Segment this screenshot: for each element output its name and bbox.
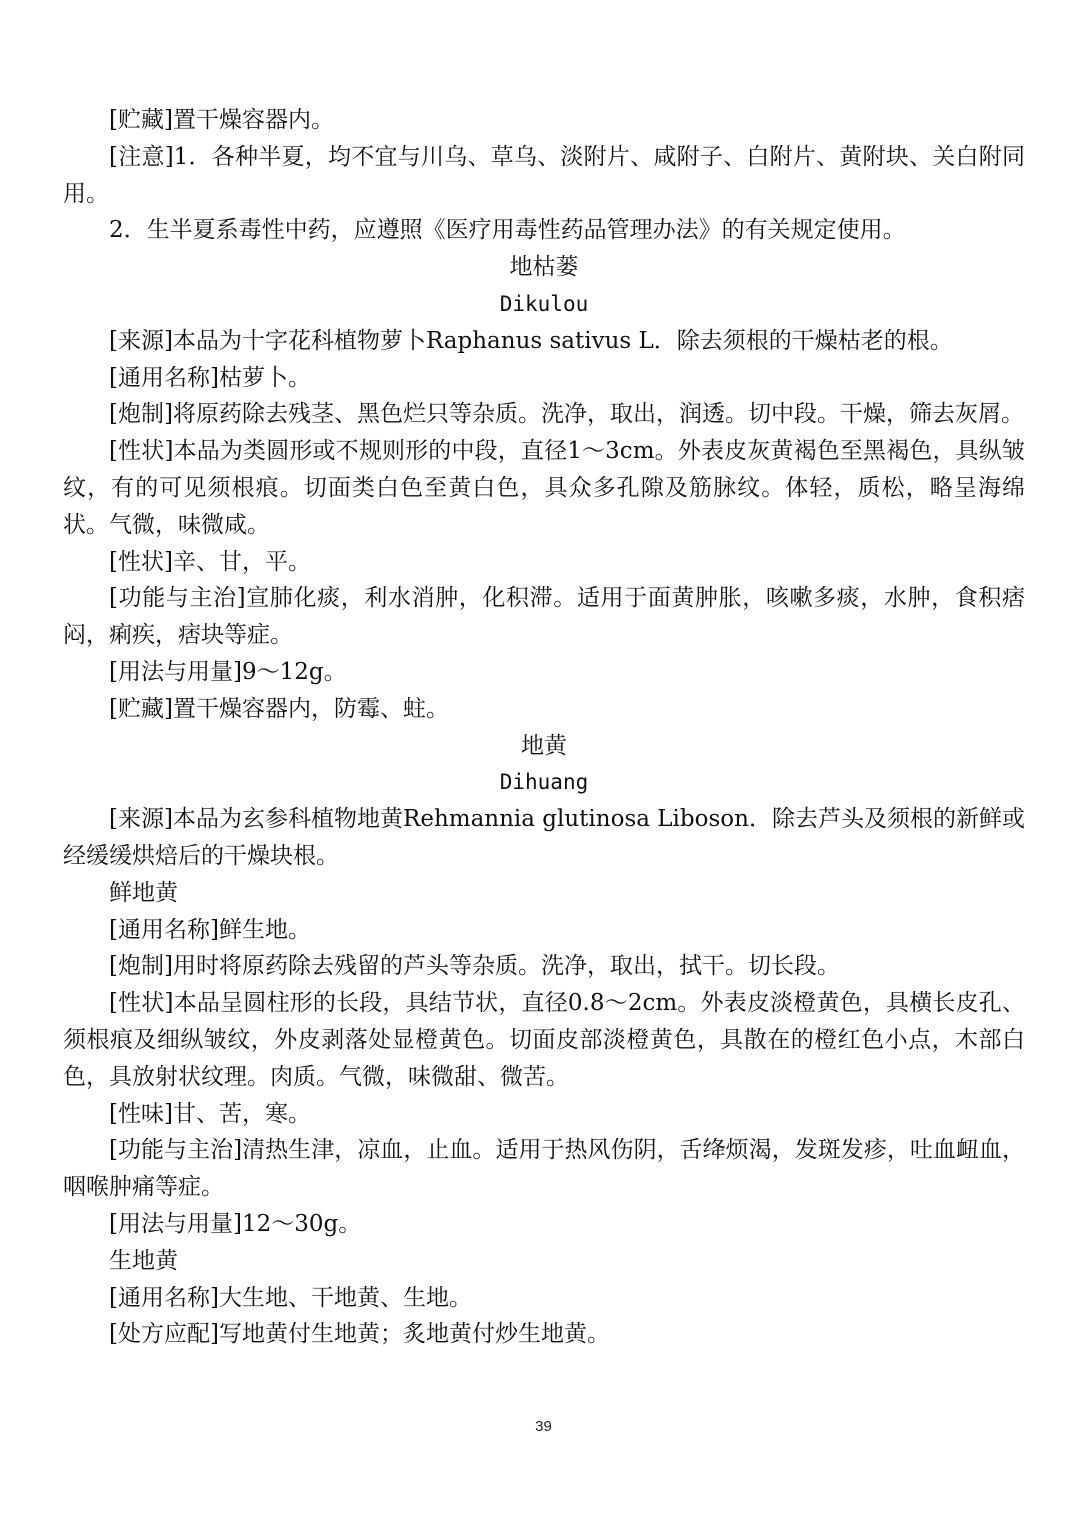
page-number: 39 [535,1418,552,1435]
paragraph-fresh-functions: [功能与主治]清热生津，凉血，止血。适用于热风伤阴，舌绛烦渴，发斑发疹，吐血衄血，咽喉肿痛等症。 [63,1137,1025,1201]
subheading-fresh-dihuang: 鲜地黄 [109,879,178,906]
paragraph-fresh-processing: [炮制]用时将原药除去残留的芦头等杂质。洗净，取出，拭干。切长段。 [109,953,840,980]
heading-dikulou: 地枯蒌 [509,254,579,281]
paragraph-dikulou-processing: [炮制]将原药除去残茎、黑色烂只等杂质。洗净，取出，润透。切中段。干燥，筛去灰屑。 [109,401,1024,428]
paragraph-dikulou-common-name: [通用名称]枯萝卜。 [109,364,311,391]
paragraph-fresh-characteristics: [性状]本品呈圆柱形的长段，具结节状，直径0.8～2cm。外表皮淡橙黄色，具横长皮孔、须根痕及细纵皱纹，外皮剥落处显橙黄色。切面皮部淡橙黄色，具散在的橙红色小点，木部白色，具放射状纹理。肉质。气微，味微甜、微苦。 [63,990,1025,1090]
paragraph-dikulou-dosage: [用法与用量]9～12g。 [109,658,347,685]
paragraph-storage-banxia: [贮藏]置干燥容器内。 [109,107,334,133]
heading-dihuang: 地黄 [521,732,567,759]
paragraph-fresh-common-name: [通用名称]鲜生地。 [109,916,311,943]
paragraph-dried-prescription: [处方应配]写地黄付生地黄；炙地黄付炒生地黄。 [109,1321,610,1348]
heading-dihuang-pinyin: Dihuang [499,770,589,795]
document-body [63,102,1025,1353]
paragraph-dikulou-nature: [性状]辛、甘，平。 [109,548,311,575]
paragraph-caution-1: [注意]1．各种半夏，均不宜与川乌、草乌、淡附片、咸附子、白附片、黄附块、关白附同用。 [63,143,1025,207]
paragraph-dihuang-source: [来源]本品为玄参科植物地黄Rehmannia glutinosa Liboson．除去芦头及须根的新鲜或经缓缓烘焙后的干燥块根。 [63,806,1025,869]
subheading-dried-dihuang: 生地黄 [109,1247,178,1274]
paragraph-dikulou-functions: [功能与主治]宣肺化痰，利水消肿，化积滞。适用于面黄肿胀，咳嗽多痰，水肿，食积痞闷，痢疾，痞块等症。 [63,585,1025,649]
paragraph-dikulou-characteristics: [性状]本品为类圆形或不规则形的中段，直径1～3cm。外表皮灰黄褐色至黑褐色，具纵皱纹，有的可见须根痕。切面类白色至黄白色，具众多孔隙及筋脉纹。体轻，质松，略呈海绵状。气微，味微咸。 [63,438,1025,538]
paragraph-fresh-nature: [性味]甘、苦，寒。 [109,1100,311,1127]
heading-dikulou-pinyin: Dikulou [499,291,589,316]
paragraph-dikulou-source: [来源]本品为十字花科植物萝卜Raphanus sativus L．除去须根的干燥枯老的根。 [109,327,953,354]
paragraph-fresh-dosage: [用法与用量]12～30g。 [109,1210,362,1237]
paragraph-dikulou-storage: [贮藏]置干燥容器内，防霉、蛀。 [109,695,449,722]
paragraph-dried-common-name: [通用名称]大生地、干地黄、生地。 [109,1284,472,1311]
paragraph-caution-2: 2．生半夏系毒性中药，应遵照《医疗用毒性药品管理办法》的有关规定使用。 [109,217,906,244]
